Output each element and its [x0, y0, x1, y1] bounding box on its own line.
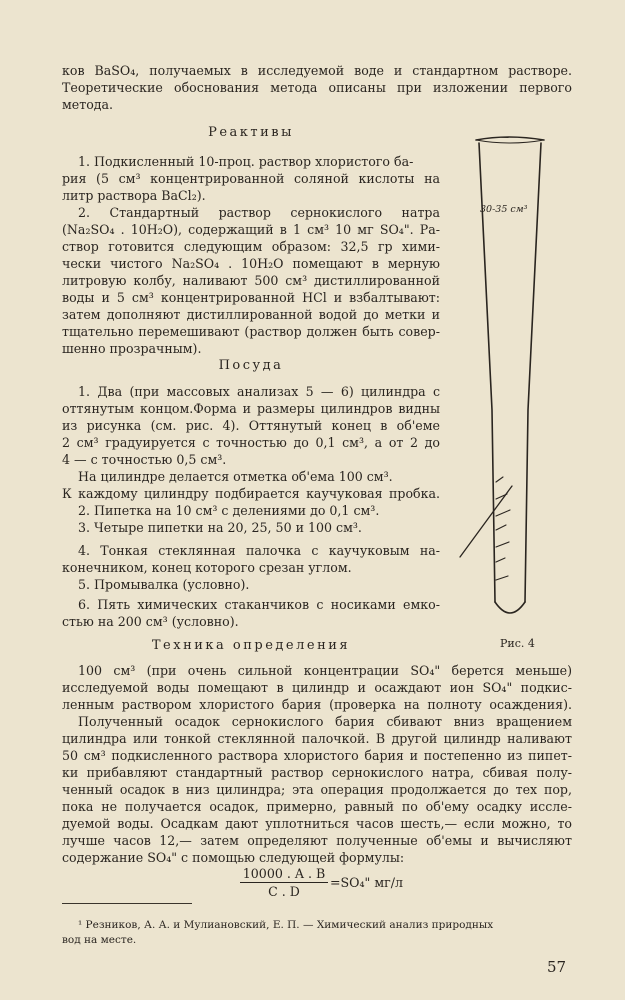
text-line: 4. Тонкая стеклянная палочка с каучуковым на- — [78, 543, 440, 558]
text-line: содержание SO₄" с помощью следующей формулы: — [62, 850, 405, 865]
text-line: тщательно перемешивают (раствор должен быть совер- — [62, 324, 440, 339]
text-line: 3. Четыре пипетки на 20, 25, 50 и 100 см³. — [78, 520, 362, 535]
text-line: оттянутым концом.Форма и размеры цилиндров видны — [62, 401, 440, 416]
text-line: лучше часов 12,— затем определяют полученные об'емы и вычисляют — [62, 833, 572, 848]
text-line: 4 — с точностью 0,5 см³. — [62, 452, 227, 467]
text-line: ченный осадок в низ цилиндра; эта операция продолжается до тех пор, — [62, 782, 572, 797]
text-line: дуемой воды. Осадкам дают уплотниться часов шесть,— если можно, то — [62, 816, 572, 831]
text-line: 2 см³ градуируется с точностью до 0,1 см³, а от 2 до — [62, 435, 440, 450]
cylinder-figure — [448, 132, 568, 652]
text-line: 1. Два (при массовых анализах 5 — 6) цилиндра с — [78, 384, 440, 399]
text-line: воды и 5 см³ концентрированной HCl и взбалтывают: — [62, 290, 440, 305]
text-line: цилиндра или тонкой стеклянной палочкой. В другой цилиндр наливают — [62, 731, 572, 746]
text-line: Теоретические обоснования метода описаны при изложении первого — [62, 80, 572, 95]
footnote-line: вод на месте. — [62, 934, 137, 946]
section-heading-reagents: Реактивы — [208, 125, 294, 140]
text-line: 100 см³ (при очень сильной концентрации SO₄" берется меньше) — [78, 663, 572, 678]
page-number: 57 — [547, 958, 567, 976]
text-line: литр раствора BaCl₂). — [62, 188, 206, 203]
text-line: рия (5 см³ концентрированной соляной кислоты на — [62, 171, 440, 186]
formula-fraction — [240, 866, 328, 899]
text-line: К каждому цилиндру подбирается каучуковая пробка. — [62, 486, 440, 501]
text-line: 1. Подкисленный 10-проц. раствор хлористого ба- — [78, 154, 414, 169]
text-line: 5. Промывалка (условно). — [78, 577, 250, 592]
text-line: ков BaSO₄, получаемых в исследуемой воде и стандартном растворе. — [62, 63, 572, 78]
text-line: створ готовится следующим образом: 32,5 гр хими- — [62, 239, 440, 254]
section-heading-technique: Техника определения — [151, 638, 351, 653]
formula-result: =SO₄" мг/л — [330, 875, 403, 890]
text-line: Полученный осадок сернокислого бария сбивают вниз вращением — [78, 714, 572, 729]
text-line: 6. Пять химических стаканчиков с носиками емко- — [78, 597, 440, 612]
footnote-line: ¹ Резников, А. А. и Мулиановский, Е. П. — Химический анализ природных — [78, 919, 494, 931]
text-line: На цилиндре делается отметка об'ема 100 см³. — [78, 469, 393, 484]
text-line: из рисунка (см. рис. 4). Оттянутый конец в об'еме — [62, 418, 440, 433]
text-line: ки прибавляют стандартный раствор сернокислого натра, сбивая полу- — [62, 765, 572, 780]
text-line: исследуемой воды помещают в цилиндр и осаждают ион SO₄" подкис- — [62, 680, 572, 695]
section-heading-ware: Посуда — [218, 358, 284, 373]
cylinder-volume-label: 30-35 см³ — [480, 204, 528, 215]
text-line: метода. — [62, 97, 114, 112]
footnote-rule — [62, 903, 192, 904]
text-line: шенно прозрачным). — [62, 341, 202, 356]
text-line: 2. Пипетка на 10 см³ с делениями до 0,1 см³. — [78, 503, 380, 518]
text-line: (Na₂SO₄ . 10H₂O), содержащий в 1 см³ 10 мг SO₄". Ра- — [62, 222, 440, 237]
text-line: конечником, конец которого срезан углом. — [62, 560, 352, 575]
text-line: пока не получается осадок, примерно, равный по об'ему осадку иссле- — [62, 799, 572, 814]
text-line: стью на 200 см³ (условно). — [62, 614, 239, 629]
text-line: чески чистого Na₂SO₄ . 10H₂O помещают в мерную — [62, 256, 440, 271]
formula-numerator: 10000 . A . B — [240, 866, 328, 883]
text-line: 2. Стандартный раствор сернокислого натра — [78, 205, 440, 220]
text-line: литровую колбу, наливают 500 см³ дистиллированной — [62, 273, 440, 288]
text-line: затем дополняют дистиллированной водой до метки и — [62, 307, 440, 322]
formula — [240, 866, 490, 912]
formula-denominator: C . D — [268, 884, 300, 899]
text-line: 50 см³ подкисленного раствора хлористого бария и постепенно из пипет- — [62, 748, 572, 763]
text-line: ленным раствором хлористого бария (проверка на полноту осаждения). — [62, 697, 572, 712]
figure-caption: Рис. 4 — [500, 637, 535, 650]
